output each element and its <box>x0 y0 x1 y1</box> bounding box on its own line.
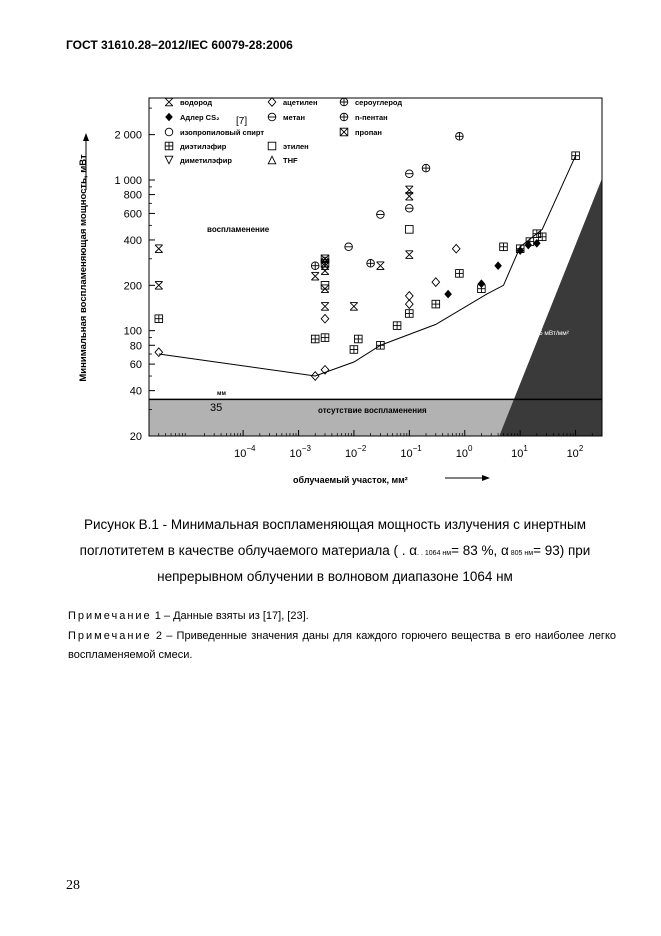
data-point <box>494 261 502 270</box>
legend-label: водород <box>180 98 213 107</box>
alpha-symbol-2: α <box>501 543 509 558</box>
note-2-text: 2 – Приведенные значения даны для каждого горючего вещества в его наиболее легко воспламеняемой смеси. <box>68 630 617 661</box>
figure-caption-line-2 <box>40 538 630 567</box>
data-point <box>478 285 486 293</box>
data-point <box>350 346 358 354</box>
legend-label: Адлер CS₂ <box>180 113 220 122</box>
data-point <box>321 267 329 275</box>
legend-reference: [7] <box>236 116 248 127</box>
legend-label: диэтилэфир <box>180 142 227 151</box>
data-point <box>406 251 414 259</box>
y-axis-arrowhead <box>83 133 89 141</box>
legend-label: изопропиловый спирт <box>180 128 264 137</box>
density-region <box>499 153 612 436</box>
y-tick-label: 80 <box>129 340 142 353</box>
standard-header: ГОСТ 31610.28−2012/IEC 60079-28:2006 <box>66 38 293 52</box>
data-point <box>500 243 508 251</box>
legend-marker <box>340 113 348 121</box>
legend-marker <box>165 142 173 150</box>
y-axis-label: Минимальная воспламеняющая мощность, мВт <box>78 154 89 382</box>
legend-label: метан <box>283 113 305 122</box>
y-tick-label: 40 <box>129 385 142 398</box>
data-point <box>432 278 440 287</box>
legend-marker <box>340 98 348 106</box>
no-ignition-label: отсутствие воспламенения <box>318 406 427 415</box>
data-point <box>456 270 464 278</box>
caption-part-b: = 83 %, <box>451 543 498 558</box>
mm-unit-label: мм <box>217 391 226 397</box>
note-2 <box>68 627 616 665</box>
legend-label: диметилэфир <box>180 156 232 165</box>
note-1 <box>68 607 616 626</box>
data-point <box>377 211 385 219</box>
legend-label: сероуглерод <box>355 98 403 107</box>
x-tick-label: $10^0$ <box>455 444 473 460</box>
y-tick-label: 200 <box>123 280 142 293</box>
data-point <box>406 300 414 309</box>
x-axis-label: облучаемый участок, мм² <box>293 475 408 485</box>
legend-label: этилен <box>283 142 309 151</box>
legend-marker <box>165 113 173 122</box>
data-point <box>456 133 464 141</box>
legend-marker <box>268 142 276 150</box>
x-tick-label: $10^{-1}$ <box>400 444 422 460</box>
note-1-word: Примечание <box>68 610 152 622</box>
y-tick-label: 2 000 <box>114 129 142 142</box>
alpha-subscript-1: . . 1064 нм <box>417 550 452 557</box>
data-point <box>321 334 329 342</box>
x-tick-label: $10^{-4}$ <box>234 444 256 460</box>
legend-marker <box>165 156 173 164</box>
legend-marker <box>268 98 276 107</box>
data-point <box>432 300 440 308</box>
data-point <box>572 152 580 160</box>
x-tick-label: $10^{-2}$ <box>344 444 367 460</box>
data-point <box>367 260 375 268</box>
legend-marker <box>268 113 276 121</box>
legend-label: пропан <box>355 128 382 137</box>
y-tick-label: 800 <box>123 189 142 202</box>
y-tick-label: 100 <box>123 325 142 338</box>
data-point <box>422 164 430 172</box>
x-tick-label: $10^{-3}$ <box>289 444 311 460</box>
data-point <box>321 314 329 323</box>
legend-label: ацетилен <box>283 98 318 107</box>
ignition-boundary-line <box>159 156 576 376</box>
data-point <box>406 310 414 318</box>
data-point <box>155 282 163 290</box>
data-point <box>377 262 385 270</box>
ignition-label: воспламенение <box>207 225 270 234</box>
note-2-word: Примечание <box>68 630 152 642</box>
legend-label: THF <box>283 156 298 165</box>
data-point <box>155 315 163 323</box>
x-tick-label: $10^1$ <box>511 444 528 460</box>
legend-label: n-пентан <box>355 113 388 122</box>
data-point <box>355 335 363 343</box>
figure-caption-line-1: Рисунок В.1 - Минимальная воспламеняющая мощность излучения с инертным <box>84 517 586 532</box>
y-tick-label: 1 000 <box>114 174 142 187</box>
data-point <box>155 245 163 253</box>
x-axis-arrowhead <box>482 475 490 481</box>
data-point <box>406 170 414 178</box>
value-35-label: 35 <box>210 402 223 414</box>
y-tick-label: 20 <box>129 431 142 443</box>
data-point <box>377 342 385 350</box>
legend-marker <box>340 128 348 136</box>
data-point <box>311 272 319 280</box>
x-tick-label: $10^2$ <box>566 444 584 460</box>
caption-part-c: = 93) при <box>533 543 591 558</box>
data-point <box>350 303 358 311</box>
data-point <box>406 204 414 212</box>
data-point <box>311 262 319 270</box>
legend-marker <box>268 156 276 164</box>
data-point <box>155 348 163 357</box>
note-1-text: 1 – Данные взяты из [17], [23]. <box>154 610 309 622</box>
alpha-symbol-1: α <box>409 543 418 558</box>
caption-part-a: поглотитетем в качестве облучаемого материала ( . <box>79 543 406 558</box>
alpha-subscript-2: 805 нм <box>508 550 534 557</box>
data-point <box>406 226 414 234</box>
data-point <box>406 292 414 301</box>
data-point <box>345 243 353 251</box>
data-point <box>321 303 329 311</box>
y-tick-label: 400 <box>123 234 142 247</box>
data-point <box>444 290 452 299</box>
legend-marker <box>165 128 173 136</box>
y-tick-label: 600 <box>123 208 142 221</box>
page-number: 28 <box>66 878 80 893</box>
data-point <box>393 322 401 330</box>
figure-caption-line-3: непрерывном облучении в волновом диапазоне 1064 нм <box>157 569 513 584</box>
y-tick-label: 60 <box>129 359 142 372</box>
data-point <box>452 244 460 253</box>
data-point <box>311 335 319 343</box>
density-label: 5 мВт/мм² <box>539 330 569 337</box>
legend-marker <box>165 98 173 106</box>
